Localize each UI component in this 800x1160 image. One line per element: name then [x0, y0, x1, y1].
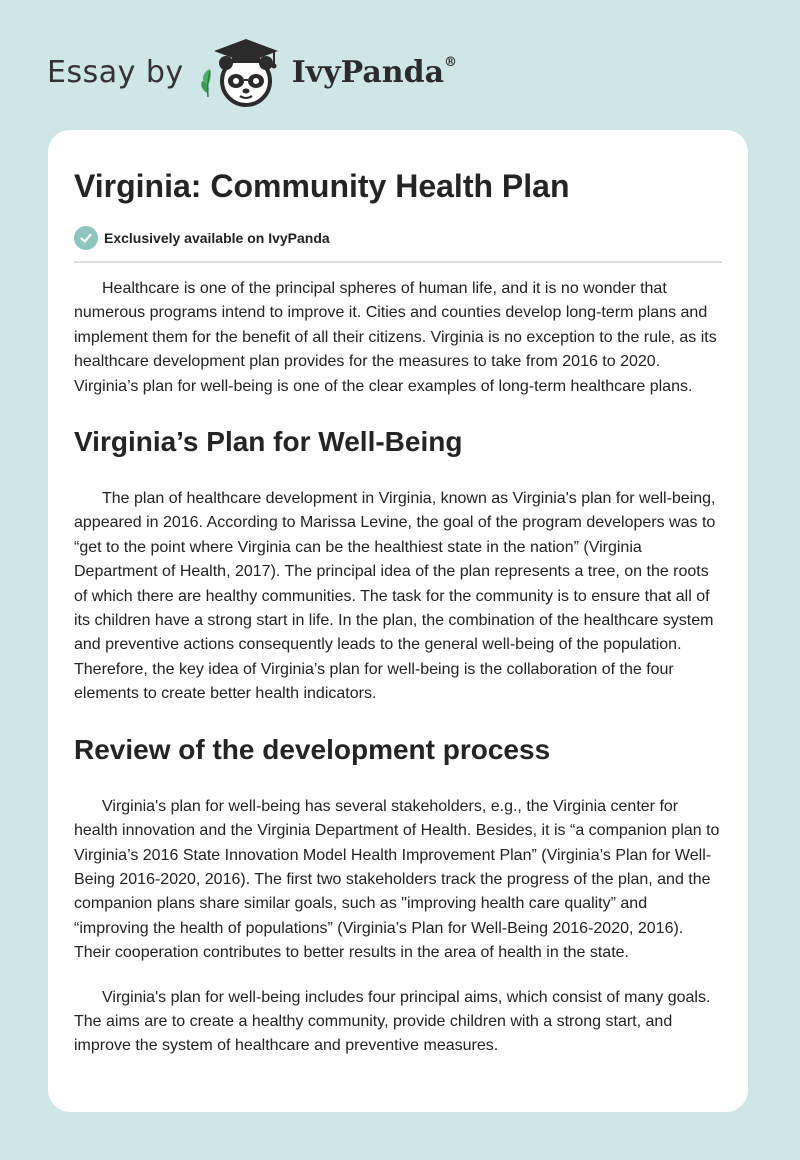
section-development-process: [74, 732, 722, 1059]
registered-mark: ®: [444, 54, 458, 70]
article-title: Virginia: Community Health Plan: [74, 168, 570, 204]
checkmark-icon: [74, 226, 98, 250]
article-card: [48, 130, 748, 1112]
site-header: [47, 32, 457, 112]
brand-prefix: Essay by: [47, 54, 184, 90]
paragraph: Virginia's plan for well-being includes four principal aims, which consist of many goals. The aims are to create a healthy community, provide children with a strong start, and improve the system of healthcare and preventive measures.: [74, 988, 711, 1055]
section-heading: Virginia’s Plan for Well-Being: [74, 426, 463, 458]
exclusive-badge: [74, 226, 722, 250]
intro-paragraph: Healthcare is one of the principal spheres of human life, and it is no wonder that numerous programs intend to improve it. Cities and counties develop long-term plans and implement them for the benefit of all their citizens. Virginia is no exception to the rule, as its healthcare development plan provides for the measures to take from 2016 to 2020. Virginia’s plan for well-being is one of the clear examples of long-term healthcare plans.: [74, 280, 717, 395]
brand-name[interactable]: IvyPanda®: [291, 54, 458, 90]
section-heading: Review of the development process: [74, 733, 551, 765]
badge-text: Exclusively available on IvyPanda: [104, 230, 330, 246]
paragraph: The plan of healthcare development in Virginia, known as Virginia's plan for well-being, appeared in 2016. According to Marissa Levine, the goal of the program developers was to “get to the point where Virginia can be the healthiest state in the nation” (Virginia Department of Health, 2017). The principal idea of the plan represents a tree, on the roots of which there are healthy communities. The task for the community is to ensure that all of its children have a strong start in life. In the plan, the combination of the healthcare system and preventive actions consequently leads to the general well-being of the population. Therefore, the key idea of Virginia’s plan for well-being is the collaboration of the four elements to create better health indicators.: [74, 490, 716, 703]
paragraph: Virginia's plan for well-being has several stakeholders, e.g., the Virginia center for health innovation and the Virginia Department of Health. Besides, it is “a companion plan to Virginia’s 2016 State Innovation Model Health Improvement Plan” (Virginia’s Plan for Well-Being 2016-2020, 2016). The first two stakeholders track the progress of the plan, and the companion plans share similar goals, such as "improving health care quality” and “improving the health of populations” (Virginia’s Plan for Well-Being 2016-2020, 2016). Their cooperation contributes to better results in the area of health in the state.: [74, 797, 720, 962]
panda-graduate-icon[interactable]: [196, 33, 288, 111]
section-plan-for-well-being: [74, 424, 722, 707]
divider: [74, 261, 722, 263]
